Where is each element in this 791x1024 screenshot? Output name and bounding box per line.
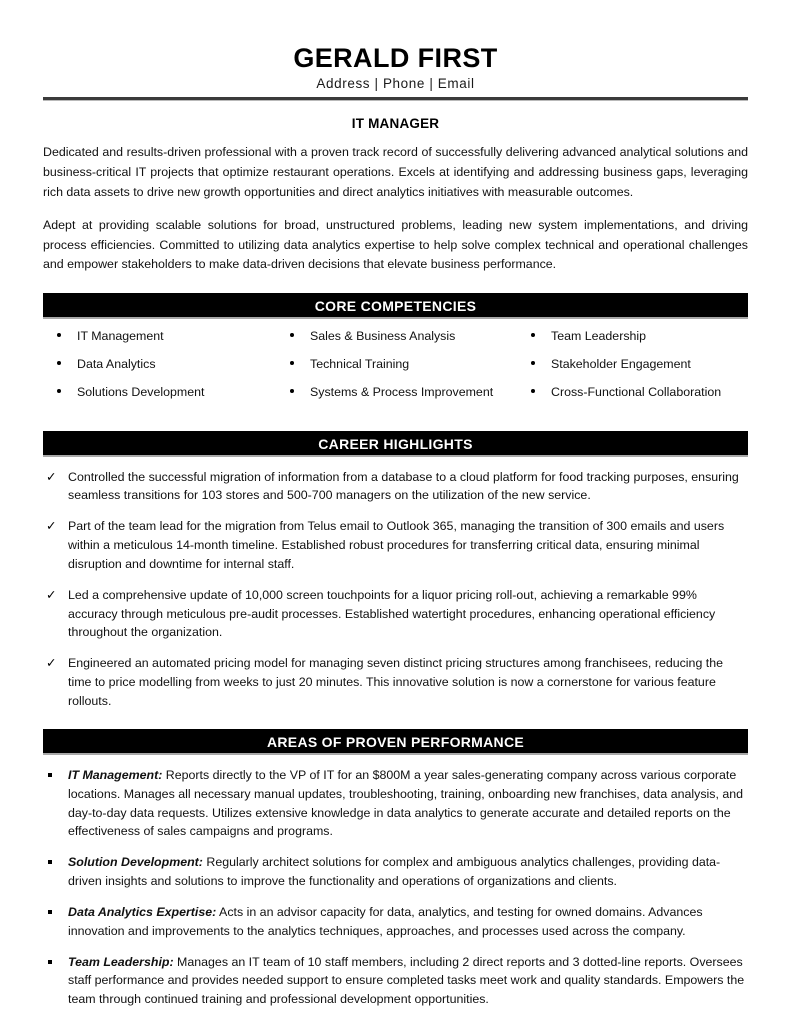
job-title: IT MANAGER: [351, 116, 440, 132]
checkmark-icon: ✓: [46, 587, 57, 602]
area-lead-in: Data Analytics Expertise:: [68, 904, 217, 919]
summary-paragraph-1: Dedicated and results-driven professional with a proven track record of successfully delivering advanced analytical solutions and business-critical IT projects that optimize restaurant operations. Excels at identifying and addressing business gaps, leveraging rich data assets to drive new growth opportunities and direct analytics initiatives with measurable outcomes.: [43, 145, 748, 199]
bullet-dot-icon: [57, 361, 61, 365]
bullet-dot-icon: [531, 389, 535, 393]
competency-label: Solutions Development: [77, 384, 205, 399]
list-item: [290, 385, 513, 400]
candidate-name: GERALD FIRST: [293, 43, 498, 73]
area-lead-in: Team Leadership:: [68, 954, 174, 969]
bullet-dot-icon: [57, 333, 61, 337]
resume-header: [43, 0, 748, 101]
checkmark-icon: ✓: [46, 469, 57, 484]
bullet-dot-icon: [290, 389, 294, 393]
career-highlights-list: [43, 468, 748, 711]
bullet-dot-icon: [290, 361, 294, 365]
area-body: Manages an IT team of 10 staff members, including 2 direct reports and 3 dotted-line reports. Oversees staff performance and provides needed support to ensure completed tasks meet work and quality standards. Empowers the team through continued training and professional development opportunities.: [68, 954, 745, 1007]
list-item: [290, 357, 513, 372]
list-item: [43, 468, 748, 506]
list-item: [531, 385, 748, 400]
bullet-dot-icon: [57, 389, 61, 393]
list-item: [531, 357, 748, 372]
list-item: [43, 903, 748, 941]
area-body: Regularly architect solutions for complex and ambiguous analytics challenges, providing data-driven insights and solutions to improve the functionality and operations of organizations and clients.: [68, 855, 721, 889]
highlight-text: Engineered an automated pricing model for managing seven distinct pricing structures among franchisees, reducing the time to price modelling from weeks to just 20 minutes. This innovative solution is now a cornerstone for various feature rollouts.: [68, 656, 724, 708]
list-item: [43, 654, 748, 711]
section-header-areas-of-proven-performance: AREAS OF PROVEN PERFORMANCE: [43, 729, 748, 755]
area-body: Reports directly to the VP of IT for an $800M a year sales-generating company across various corporate locations. Manages all necessary manual updates, troubleshooting, training, onboarding new franchises, data analysis, and day-to-day data requests. Utilizes extensive knowledge in data analytics to generate accurate and detailed reports on the effectiveness of sales campaigns and programs.: [68, 767, 744, 839]
competency-column-3: [513, 329, 748, 413]
checkmark-icon: ✓: [46, 656, 57, 671]
competency-label: Cross-Functional Collaboration: [551, 384, 722, 399]
bullet-square-icon: [48, 773, 52, 777]
highlight-text: Controlled the successful migration of information from a database to a cloud platform for food tracking purposes, ensuring seamless transitions for 103 stores and 500-700 managers on the utilization of the new service.: [68, 469, 739, 503]
list-item: [57, 357, 278, 372]
area-body: Acts in an advisor capacity for data, analytics, and testing for owned domains. Advances innovation and improvements to the analytics techniques, approaches, and processes used across the company.: [68, 904, 703, 938]
list-item: [290, 329, 513, 344]
bullet-square-icon: [48, 960, 52, 964]
highlight-text: Part of the team lead for the migration from Telus email to Outlook 365, managing the transition of 300 emails and users within a meticulous 14-month timeline. Established robust procedures for transferring critical data, ensuring minimal disruption and downtime for internal staff.: [68, 519, 725, 571]
contact-line: Address | Phone | Email: [316, 76, 475, 92]
highlight-text: Led a comprehensive update of 10,000 screen touchpoints for a liquor pricing roll-out, achieving a remarkable 99% accuracy through meticulous pre-audit processes. Established watertight procedures, enhancing operational efficiency throughout the organization.: [68, 587, 716, 640]
list-item: [43, 766, 748, 841]
competency-label: IT Management: [77, 328, 164, 343]
competency-label: Stakeholder Engagement: [551, 356, 691, 371]
competency-column-1: [43, 329, 278, 413]
section-header-core-competencies: CORE COMPETENCIES: [43, 293, 748, 319]
bullet-dot-icon: [531, 333, 535, 337]
resume-content: [43, 0, 748, 1009]
list-item: [43, 517, 748, 574]
competency-label: Team Leadership: [551, 328, 647, 343]
checkmark-icon: ✓: [46, 519, 57, 534]
bullet-square-icon: [48, 910, 52, 914]
area-lead-in: IT Management:: [68, 767, 163, 782]
section-header-career-highlights: CAREER HIGHLIGHTS: [43, 431, 748, 457]
area-lead-in: Solution Development:: [68, 855, 203, 870]
competency-label: Technical Training: [310, 356, 410, 371]
list-item: [43, 853, 748, 891]
header-divider: [43, 97, 748, 101]
core-competencies-list: [43, 329, 748, 413]
list-item: [531, 329, 748, 344]
bullet-dot-icon: [290, 333, 294, 337]
list-item: [43, 953, 748, 1010]
competency-column-2: [278, 329, 513, 413]
areas-of-proven-performance-list: [43, 766, 748, 1009]
professional-summary: [43, 143, 748, 275]
competency-label: Data Analytics: [77, 356, 156, 371]
list-item: [57, 329, 278, 344]
list-item: [43, 586, 748, 643]
bullet-dot-icon: [531, 361, 535, 365]
competency-label: Systems & Process Improvement: [310, 384, 494, 399]
summary-paragraph-2: Adept at providing scalable solutions for broad, unstructured problems, leading new system implementations, and driving process efficiencies. Committed to utilizing data analytics expertise to help solve complex technical and operational challenges and empower stakeholders to make data-driven decisions that elevate business performance.: [43, 218, 748, 272]
bullet-square-icon: [48, 860, 52, 864]
list-item: [57, 385, 278, 400]
competency-label: Sales & Business Analysis: [310, 328, 456, 343]
